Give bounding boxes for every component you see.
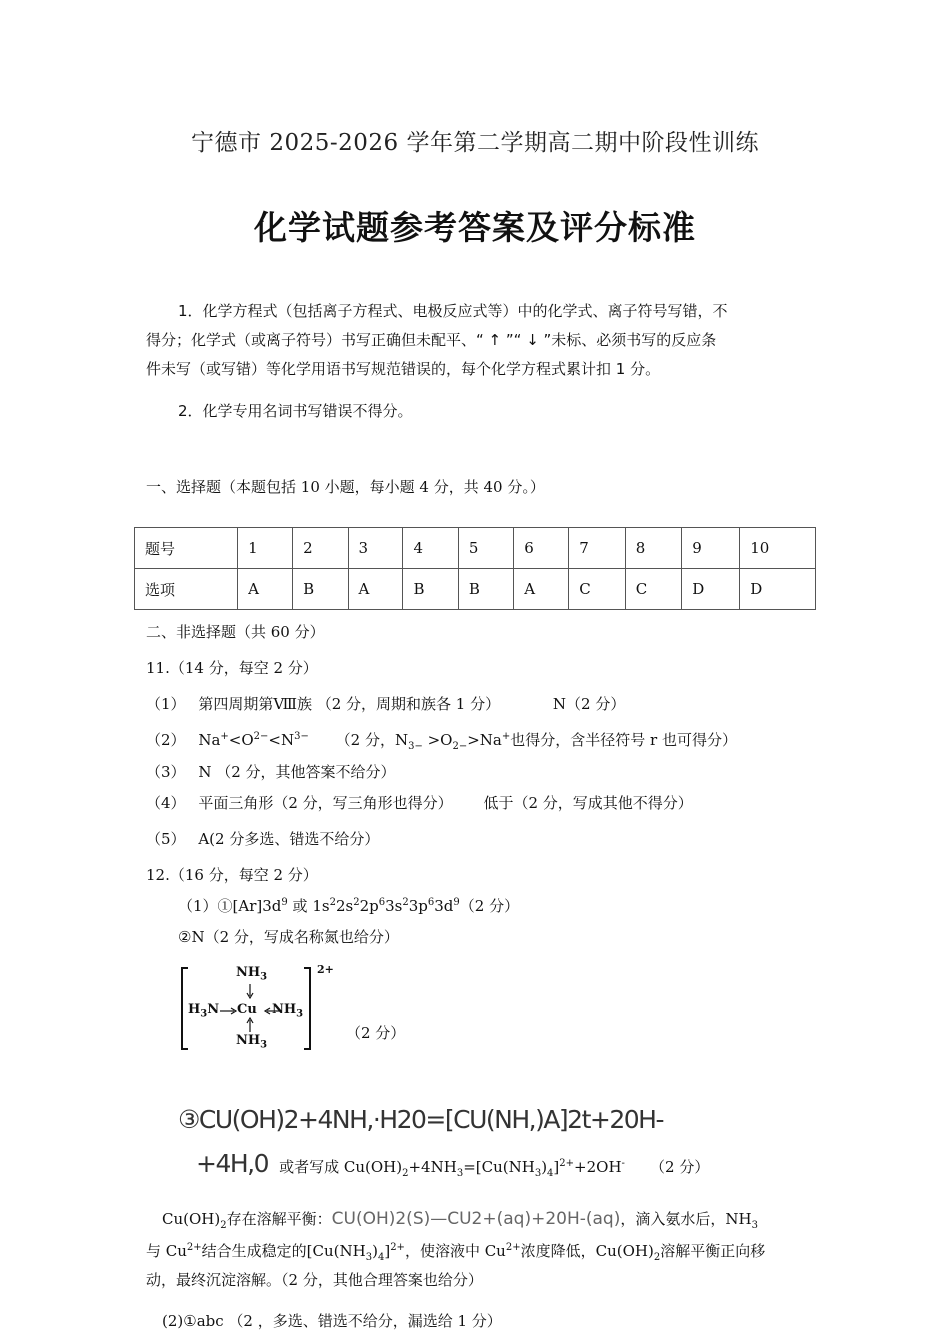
note-1-line-3: 件未写（或写错）等化学用语书写规范错误的，每个化学方程式累计扣 1 分。: [146, 360, 661, 378]
table-row: [135, 528, 816, 569]
answer-text: 平面三角形（2 分，写三角形也得分）: [198, 794, 453, 812]
answer-text: 第四周期第Ⅷ族 （2 分，周期和族各 1 分）: [198, 695, 501, 713]
q11-heading: 11.（14 分，每空 2 分）: [146, 659, 318, 677]
table-cell: C: [569, 569, 626, 610]
answer-text: A(2 分多选、错选不给分）: [198, 830, 380, 848]
q12-part-2-1: (2)①abc （2 ，多选、错选不给分，漏选给 1 分）: [162, 1312, 502, 1330]
table-cell: 1: [238, 528, 293, 569]
table-cell: 4: [403, 528, 458, 569]
ligand-bottom: $NH_3$: [236, 1033, 268, 1051]
table-cell: B: [458, 569, 513, 610]
table-cell: 2: [293, 528, 348, 569]
explanation-line-1: $Cu(OH)_2$存在溶解平衡：CU(OH)2(S)—CU2+(aq)+20H-(aq)，滴入氨水后，$NH_3$: [162, 1209, 758, 1231]
note-1-line-1: 1．化学方程式（包括离子方程式、电极反应式等）中的化学式、离子符号写错，不: [178, 302, 728, 320]
answer-text: N （2 分，其他答案不给分）: [198, 763, 396, 781]
table-cell: B: [293, 569, 348, 610]
table-cell: A: [348, 569, 403, 610]
table-cell: 6: [514, 528, 569, 569]
table-cell: D: [740, 569, 816, 610]
answer-text: 低于（2 分，写成其他不得分）: [483, 794, 693, 812]
part-index: （4）: [146, 794, 186, 812]
complex-ion-structure: [176, 963, 341, 1055]
q12-part-1-1: $(1)①[Ar]3d^9$ 或 $1s^22s^22p^63s^23p^63d^9(2$ 分）: [178, 897, 520, 915]
q11-part-5: [146, 828, 379, 849]
part-index: （3）: [146, 763, 186, 781]
table-cell: A: [514, 569, 569, 610]
answer-note: （2 分，$N_{3-} >O_{2-}>Na^+$也得分，含半径符号 r 也可得分）: [335, 731, 737, 752]
table-cell: 3: [348, 528, 403, 569]
ligand-right: $NH_3$: [272, 1002, 304, 1020]
note-2: 2．化学专用名词书写错误不得分。: [178, 402, 413, 420]
table-row-label: 选项: [135, 569, 238, 610]
explanation-line-2: 与 $Cu^{2+}$结合生成稳定的$[Cu(NH_3)_4]^{2+}$，使溶液中 $Cu^{2+}$浓度降低，$Cu(OH)_2$溶解平衡正向移: [146, 1242, 766, 1263]
part-index: （2）: [146, 731, 186, 749]
table-cell: C: [625, 569, 682, 610]
answer-text: $Na^+<O^{2-}<N^{3-}$: [198, 731, 309, 749]
page-subtitle: 化学试题参考答案及评分标准: [254, 208, 696, 247]
complex-score: （2 分）: [346, 1024, 406, 1042]
note-1-line-2: 得分；化学式（或离子符号）书写正确但未配平、“ ↑ ”“ ↓ ”未标、必须书写的反应条: [146, 331, 717, 349]
section-2-heading: 二、非选择题（共 60 分）: [146, 623, 325, 641]
ligand-top: $NH_3$: [236, 965, 268, 983]
q12-part-1-2: ②N（2 分，写成名称氮也给分）: [178, 928, 399, 946]
table-cell: 5: [458, 528, 513, 569]
table-row-label: 题号: [135, 528, 238, 569]
q11-part-2: [146, 729, 737, 752]
table-cell: D: [682, 569, 740, 610]
q11-part-4: [146, 792, 693, 813]
table-cell: 7: [569, 528, 626, 569]
table-cell: 9: [682, 528, 740, 569]
equation-ocr-line-1: ③CU(OH)2+4NH,·H20=[CU(NH,)A]2t+20H-: [178, 1105, 663, 1134]
explanation-line-3: 动，最终沉淀溶解。（2 分，其他合理答案也给分）: [146, 1271, 483, 1289]
q11-part-3: [146, 761, 396, 782]
part-index: （5）: [146, 830, 186, 848]
section-1-heading: 一、选择题（本题包括 10 小题，每小题 4 分，共 40 分。）: [146, 478, 545, 496]
q12-heading: 12.（16 分，每空 2 分）: [146, 866, 318, 884]
table-cell: A: [238, 569, 293, 610]
part-index: （1）: [146, 695, 186, 713]
charge-label: 2+: [317, 963, 334, 976]
q11-part-1: [146, 693, 625, 714]
page-title: 宁德市 2025-2026 学年第二学期高二期中阶段性训练: [191, 130, 759, 156]
answer-table: [134, 527, 816, 610]
table-cell: 8: [625, 528, 682, 569]
table-row: [135, 569, 816, 610]
ligand-left: $H_3N$: [188, 1002, 220, 1020]
table-cell: B: [403, 569, 458, 610]
table-cell: 10: [740, 528, 816, 569]
central-atom: Cu: [237, 1002, 257, 1017]
answer-text: N（2 分）: [552, 695, 626, 713]
equation-line-2: +4H,0 或者写成 $Cu(OH)_2+4NH_3=[Cu(NH_3)_4]^{2+}+2OH^-$ （2 分）: [196, 1149, 710, 1179]
